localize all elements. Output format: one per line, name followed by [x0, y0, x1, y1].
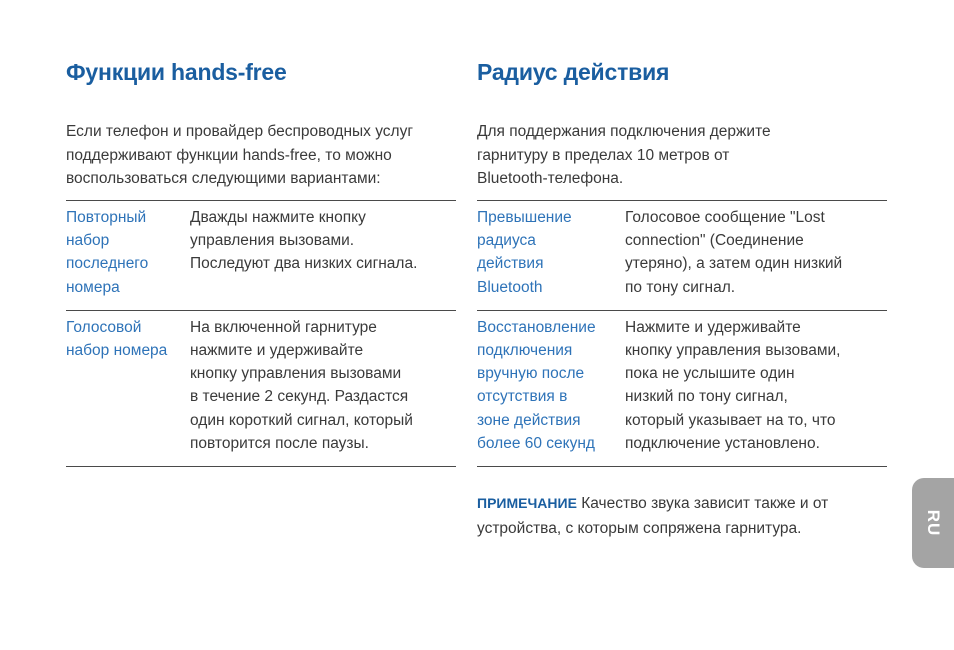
desc-line: Дважды нажмите кнопку [190, 209, 366, 226]
language-tab-label: RU [924, 509, 943, 537]
note-line: устройства, с которым сопряжена гарнитура. [477, 520, 802, 537]
desc-line: Голосовое сообщение "Lost [625, 209, 825, 226]
desc-line: по тону сигнал. [625, 278, 736, 296]
term-line: Превышение [477, 209, 572, 226]
desc-line: кнопку управления вызовами [190, 365, 402, 383]
term-line: номера [66, 278, 120, 296]
range-table [477, 200, 887, 467]
term-line: более 60 секунд [477, 434, 595, 452]
desc-line: управления вызовами. [190, 232, 355, 250]
range-intro [477, 120, 771, 191]
desc-line: нажмите и удерживайте [190, 342, 364, 360]
row-description [190, 206, 417, 299]
intro-line: Если телефон и провайдер беспроводных услуг [66, 123, 414, 140]
intro-line: воспользоваться следующими вариантами: [66, 170, 381, 187]
row-term [477, 206, 625, 299]
desc-line: connection" (Соединение [625, 232, 804, 250]
range-heading: Радиус действия [477, 59, 670, 85]
term-line: отсутствия в [477, 388, 568, 406]
term-line: подключения [477, 342, 573, 360]
intro-line: Для поддержания подключения держите [477, 123, 771, 140]
desc-line: кнопку управления вызовами, [625, 342, 841, 360]
desc-line: утеряно), а затем один низкий [625, 255, 843, 273]
note-line [477, 491, 828, 516]
row-description [625, 316, 840, 455]
desc-line: в течение 2 секунд. Раздастся [190, 388, 409, 406]
hands-free-table [66, 200, 456, 467]
desc-line: который указывает на то, что [625, 411, 836, 429]
row-term [66, 206, 190, 299]
desc-line: Последуют два низких сигнала. [190, 255, 418, 273]
term-line: зоне действия [477, 411, 581, 429]
desc-line: повторится после паузы. [190, 434, 369, 452]
term-line: набор [66, 232, 110, 250]
desc-line: подключение установлено. [625, 434, 820, 452]
term-line: последнего [66, 255, 149, 273]
term-line: Голосовой [66, 318, 142, 336]
term-line: набор номера [66, 342, 168, 360]
table-row-out-of-range [477, 201, 887, 310]
row-description [190, 316, 413, 455]
desc-line: один короткий сигнал, который [190, 411, 413, 429]
table-row-redial [66, 201, 456, 310]
term-line: Восстановление [477, 318, 596, 336]
note-label: ПРИМЕЧАНИЕ [477, 495, 577, 511]
row-term [66, 316, 190, 455]
desc-line: Нажмите и удерживайте [625, 318, 801, 336]
term-line: Повторный [66, 209, 147, 226]
term-line: вручную после [477, 365, 585, 383]
row-description [625, 206, 842, 299]
desc-line: На включенной гарнитуре [190, 318, 377, 336]
intro-line: гарнитуру в пределах 10 метров от [477, 146, 730, 164]
hands-free-heading: Функции hands-free [66, 59, 287, 85]
term-line: действия [477, 255, 544, 273]
table-row-voice-dial [66, 310, 456, 466]
row-term [477, 316, 625, 455]
intro-line: Bluetooth-телефона. [477, 170, 624, 187]
desc-line: низкий по тону сигнал, [625, 388, 788, 406]
term-line: Bluetooth [477, 278, 543, 296]
hands-free-intro [66, 120, 413, 191]
note-text: Качество звука зависит также и от [581, 495, 829, 512]
table-row-reconnect [477, 310, 887, 466]
term-line: радиуса [477, 232, 536, 250]
note-block [477, 491, 828, 541]
desc-line: пока не услышите один [625, 365, 795, 383]
intro-line: поддерживают функции hands-free, то можно [66, 146, 392, 164]
